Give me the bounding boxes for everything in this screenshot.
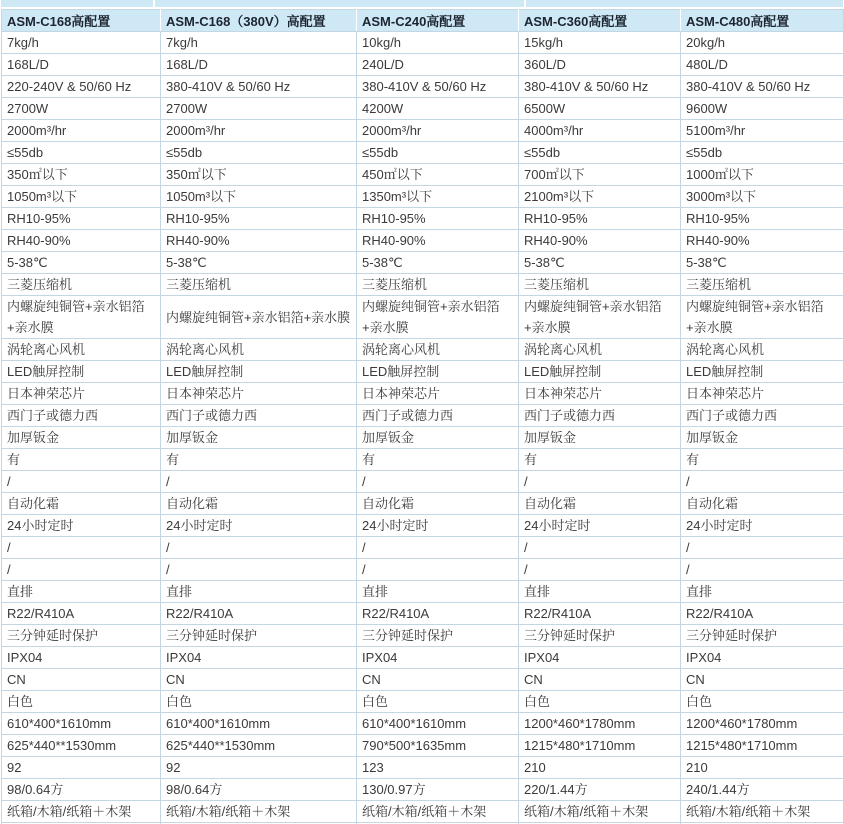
cell[interactable]: 有 xyxy=(2,449,161,471)
cell[interactable]: 自动化霜 xyxy=(2,493,161,515)
cell[interactable]: 610*400*1610mm xyxy=(357,713,519,735)
cell[interactable]: RH40-90% xyxy=(519,230,681,252)
table-row xyxy=(2,383,844,405)
table-row xyxy=(2,361,844,383)
table-row xyxy=(2,76,844,98)
cell[interactable]: 三菱压缩机 xyxy=(519,274,681,296)
cell[interactable]: 纸箱/木箱/纸箱＋木架 xyxy=(357,801,519,823)
cell[interactable]: / xyxy=(161,559,357,581)
cell[interactable]: 350㎡以下 xyxy=(2,164,161,186)
cell[interactable]: IPX04 xyxy=(357,647,519,669)
cell[interactable]: 加厚钣金 xyxy=(519,427,681,449)
cell[interactable]: R22/R410A xyxy=(161,603,357,625)
table-row xyxy=(2,208,844,230)
cell[interactable]: LED触屏控制 xyxy=(357,361,519,383)
cell[interactable]: IPX04 xyxy=(519,647,681,669)
cell[interactable]: LED触屏控制 xyxy=(519,361,681,383)
cell[interactable]: 450㎡以下 xyxy=(357,164,519,186)
cell[interactable]: RH10-95% xyxy=(357,208,519,230)
cell[interactable]: 西门子或德力西 xyxy=(161,405,357,427)
cell[interactable]: R22/R410A xyxy=(519,603,681,625)
cell[interactable]: 自动化霜 xyxy=(357,493,519,515)
cell[interactable]: 610*400*1610mm xyxy=(2,713,161,735)
cell[interactable]: 3000m³以下 xyxy=(681,186,844,208)
table-row xyxy=(2,54,844,76)
cell[interactable]: 内螺旋纯铜管+亲水铝箔+亲水膜 xyxy=(519,296,681,339)
table-row xyxy=(2,537,844,559)
cell[interactable]: / xyxy=(161,471,357,493)
cell[interactable]: 加厚钣金 xyxy=(357,427,519,449)
cell[interactable]: 380-410V & 50/60 Hz xyxy=(161,76,357,98)
cell[interactable]: 92 xyxy=(2,757,161,779)
cutoff-row-strip xyxy=(1,0,843,7)
cell[interactable]: / xyxy=(519,559,681,581)
cell[interactable]: 1215*480*1710mm xyxy=(681,735,844,757)
cell[interactable]: 5-38℃ xyxy=(357,252,519,274)
cell[interactable]: ≤55db xyxy=(519,142,681,164)
strip-column-gap xyxy=(153,0,155,7)
table-row xyxy=(2,493,844,515)
cell[interactable]: 三分钟延时保护 xyxy=(519,625,681,647)
cell[interactable]: 有 xyxy=(357,449,519,471)
cell[interactable]: / xyxy=(357,471,519,493)
cell[interactable]: 625*440**1530mm xyxy=(161,735,357,757)
table-row xyxy=(2,186,844,208)
cell[interactable]: 三分钟延时保护 xyxy=(161,625,357,647)
cell[interactable]: 1215*480*1710mm xyxy=(519,735,681,757)
cell[interactable]: 20kg/h xyxy=(681,32,844,54)
cell[interactable]: 三分钟延时保护 xyxy=(2,625,161,647)
cell[interactable]: 5-38℃ xyxy=(681,252,844,274)
cell[interactable]: 日本神荣芯片 xyxy=(681,383,844,405)
cell[interactable]: RH10-95% xyxy=(2,208,161,230)
cell[interactable]: 1000㎡以下 xyxy=(681,164,844,186)
cell[interactable]: 380-410V & 50/60 Hz xyxy=(357,76,519,98)
table-row xyxy=(2,339,844,361)
cell[interactable]: 有 xyxy=(519,449,681,471)
cell[interactable]: 220-240V & 50/60 Hz xyxy=(2,76,161,98)
table-row xyxy=(2,405,844,427)
cell[interactable]: 西门子或德力西 xyxy=(2,405,161,427)
cell[interactable]: 380-410V & 50/60 Hz xyxy=(519,76,681,98)
table-row xyxy=(2,581,844,603)
table-row xyxy=(2,230,844,252)
cell[interactable]: 西门子或德力西 xyxy=(519,405,681,427)
cell[interactable]: 5-38℃ xyxy=(2,252,161,274)
cell[interactable]: 三菱压缩机 xyxy=(681,274,844,296)
table-row xyxy=(2,603,844,625)
cell[interactable]: 10kg/h xyxy=(357,32,519,54)
cell[interactable]: RH10-95% xyxy=(519,208,681,230)
cell[interactable]: 5100m³/hr xyxy=(681,120,844,142)
table-row xyxy=(2,252,844,274)
cell[interactable]: 700㎡以下 xyxy=(519,164,681,186)
cell[interactable]: 1050m³以下 xyxy=(161,186,357,208)
cell[interactable]: 5-38℃ xyxy=(519,252,681,274)
cell[interactable]: 纸箱/木箱/纸箱＋木架 xyxy=(519,801,681,823)
column-header-asm-c240[interactable]: ASM-C240高配置 xyxy=(357,10,519,32)
cell[interactable]: 24小时定时 xyxy=(2,515,161,537)
cell[interactable]: R22/R410A xyxy=(681,603,844,625)
column-header-asm-c168-380v[interactable]: ASM-C168（380V）高配置 xyxy=(161,10,357,32)
cell[interactable]: 有 xyxy=(161,449,357,471)
cell[interactable]: / xyxy=(519,471,681,493)
cell[interactable]: 2000m³/hr xyxy=(161,120,357,142)
cell[interactable]: 92 xyxy=(161,757,357,779)
cell[interactable]: 自动化霜 xyxy=(161,493,357,515)
cell[interactable]: 内螺旋纯铜管+亲水铝箔+亲水膜 xyxy=(2,296,161,339)
cell[interactable]: / xyxy=(681,537,844,559)
cell[interactable]: 直排 xyxy=(681,581,844,603)
cell[interactable]: / xyxy=(2,537,161,559)
cell[interactable]: ≤55db xyxy=(161,142,357,164)
table-row xyxy=(2,296,844,339)
cell[interactable]: 有 xyxy=(681,449,844,471)
cell[interactable]: CN xyxy=(681,669,844,691)
cell[interactable]: 4200W xyxy=(357,98,519,120)
table-row xyxy=(2,735,844,757)
table-row xyxy=(2,120,844,142)
table-body xyxy=(2,32,844,824)
cell[interactable]: 三菱压缩机 xyxy=(161,274,357,296)
cell[interactable]: / xyxy=(357,559,519,581)
cell[interactable]: RH40-90% xyxy=(161,230,357,252)
cell[interactable]: 123 xyxy=(357,757,519,779)
cell[interactable]: RH10-95% xyxy=(161,208,357,230)
table-row xyxy=(2,515,844,537)
table-row xyxy=(2,779,844,801)
cell[interactable]: / xyxy=(519,537,681,559)
cell[interactable]: RH40-90% xyxy=(681,230,844,252)
cell[interactable]: RH10-95% xyxy=(681,208,844,230)
cell[interactable]: 7kg/h xyxy=(161,32,357,54)
cell[interactable]: 625*440**1530mm xyxy=(2,735,161,757)
cell[interactable]: 380-410V & 50/60 Hz xyxy=(681,76,844,98)
cell[interactable]: IPX04 xyxy=(681,647,844,669)
cell[interactable]: 240L/D xyxy=(357,54,519,76)
cell[interactable]: 涡轮离心风机 xyxy=(161,339,357,361)
table-row xyxy=(2,713,844,735)
table-row xyxy=(2,142,844,164)
table-row xyxy=(2,471,844,493)
cell[interactable]: 24小时定时 xyxy=(681,515,844,537)
cell[interactable]: LED触屏控制 xyxy=(2,361,161,383)
cell[interactable]: R22/R410A xyxy=(357,603,519,625)
cell[interactable]: / xyxy=(2,559,161,581)
cell[interactable]: 9600W xyxy=(681,98,844,120)
cell[interactable]: 480L/D xyxy=(681,54,844,76)
cell[interactable]: 98/0.64方 xyxy=(2,779,161,801)
cell[interactable]: 168L/D xyxy=(161,54,357,76)
cell[interactable]: 790*500*1635mm xyxy=(357,735,519,757)
cell[interactable]: 210 xyxy=(519,757,681,779)
cell[interactable]: 610*400*1610mm xyxy=(161,713,357,735)
cell[interactable]: 三菱压缩机 xyxy=(357,274,519,296)
cell[interactable]: R22/R410A xyxy=(2,603,161,625)
cell[interactable]: 纸箱/木箱/纸箱＋木架 xyxy=(681,801,844,823)
cell[interactable]: 纸箱/木箱/纸箱＋木架 xyxy=(2,801,161,823)
cell[interactable]: 130/0.97方 xyxy=(357,779,519,801)
cell[interactable]: 三分钟延时保护 xyxy=(681,625,844,647)
cell[interactable]: / xyxy=(681,471,844,493)
table-row xyxy=(2,98,844,120)
table-row xyxy=(2,559,844,581)
table-row xyxy=(2,757,844,779)
cell[interactable]: CN xyxy=(519,669,681,691)
column-header-asm-c168[interactable]: ASM-C168高配置 xyxy=(2,10,161,32)
cell[interactable]: 加厚钣金 xyxy=(681,427,844,449)
cell[interactable]: 涡轮离心风机 xyxy=(2,339,161,361)
cell[interactable]: 日本神荣芯片 xyxy=(357,383,519,405)
cell[interactable]: 直排 xyxy=(519,581,681,603)
column-header-asm-c360[interactable]: ASM-C360高配置 xyxy=(519,10,681,32)
table-row xyxy=(2,274,844,296)
cell[interactable]: 纸箱/木箱/纸箱＋木架 xyxy=(161,801,357,823)
cell[interactable]: CN xyxy=(2,669,161,691)
cell[interactable]: 内螺旋纯铜管+亲水铝箔+亲水膜 xyxy=(357,296,519,339)
cell[interactable]: 自动化霜 xyxy=(681,493,844,515)
table-row xyxy=(2,647,844,669)
cell[interactable]: 自动化霜 xyxy=(519,493,681,515)
cell[interactable]: / xyxy=(357,537,519,559)
table-row xyxy=(2,449,844,471)
table-row xyxy=(2,427,844,449)
cell[interactable]: 2000m³/hr xyxy=(357,120,519,142)
cell[interactable]: RH40-90% xyxy=(357,230,519,252)
cell[interactable]: 2100m³以下 xyxy=(519,186,681,208)
table-row xyxy=(2,164,844,186)
cell[interactable]: 4000m³/hr xyxy=(519,120,681,142)
header-row xyxy=(2,10,844,32)
cell[interactable]: 2000m³/hr xyxy=(2,120,161,142)
cell[interactable]: 涡轮离心风机 xyxy=(519,339,681,361)
cell[interactable]: 240/1.44方 xyxy=(681,779,844,801)
cell[interactable]: 1200*460*1780mm xyxy=(519,713,681,735)
cell[interactable]: 加厚钣金 xyxy=(2,427,161,449)
cell[interactable]: 直排 xyxy=(357,581,519,603)
cell[interactable]: / xyxy=(2,471,161,493)
table-row xyxy=(2,625,844,647)
strip-column-gap xyxy=(524,0,526,7)
cell[interactable]: 内螺旋纯铜管+亲水铝箔+亲水膜 xyxy=(681,296,844,339)
cell[interactable]: ≤55db xyxy=(357,142,519,164)
cell[interactable]: 5-38℃ xyxy=(161,252,357,274)
cell[interactable]: 涡轮离心风机 xyxy=(681,339,844,361)
cell[interactable]: 日本神荣芯片 xyxy=(2,383,161,405)
cell[interactable]: 涡轮离心风机 xyxy=(357,339,519,361)
table-row xyxy=(2,669,844,691)
cell[interactable]: 24小时定时 xyxy=(357,515,519,537)
cell[interactable]: CN xyxy=(161,669,357,691)
cell[interactable]: 西门子或德力西 xyxy=(357,405,519,427)
cell[interactable]: 24小时定时 xyxy=(519,515,681,537)
cell[interactable]: 白色 xyxy=(161,691,357,713)
cell[interactable]: / xyxy=(681,559,844,581)
cell[interactable]: 98/0.64方 xyxy=(161,779,357,801)
cell[interactable]: LED触屏控制 xyxy=(681,361,844,383)
column-header-asm-c480[interactable]: ASM-C480高配置 xyxy=(681,10,844,32)
cell[interactable]: LED触屏控制 xyxy=(161,361,357,383)
cell[interactable]: 220/1.44方 xyxy=(519,779,681,801)
table-row xyxy=(2,691,844,713)
cell[interactable]: 三菱压缩机 xyxy=(2,274,161,296)
cell[interactable]: CN xyxy=(357,669,519,691)
cell[interactable]: ≤55db xyxy=(2,142,161,164)
cell[interactable]: 直排 xyxy=(161,581,357,603)
cell[interactable]: 1050m³以下 xyxy=(2,186,161,208)
cell[interactable]: 白色 xyxy=(681,691,844,713)
spec-table xyxy=(1,9,844,824)
cell[interactable]: 1200*460*1780mm xyxy=(681,713,844,735)
cell[interactable]: 350㎡以下 xyxy=(161,164,357,186)
table-row xyxy=(2,32,844,54)
cell[interactable]: ≤55db xyxy=(681,142,844,164)
cell[interactable]: / xyxy=(161,537,357,559)
cell[interactable]: 白色 xyxy=(357,691,519,713)
cell[interactable]: 6500W xyxy=(519,98,681,120)
cell[interactable]: 白色 xyxy=(519,691,681,713)
cell[interactable]: 2700W xyxy=(161,98,357,120)
cell[interactable]: 白色 xyxy=(2,691,161,713)
cell[interactable]: 24小时定时 xyxy=(161,515,357,537)
cell[interactable]: 西门子或德力西 xyxy=(681,405,844,427)
cell[interactable]: 直排 xyxy=(2,581,161,603)
cell[interactable]: 210 xyxy=(681,757,844,779)
cell[interactable]: 15kg/h xyxy=(519,32,681,54)
cell[interactable]: 内螺旋纯铜管+亲水铝箔+亲水膜 xyxy=(161,296,357,339)
cell[interactable]: 2700W xyxy=(2,98,161,120)
cell[interactable]: RH40-90% xyxy=(2,230,161,252)
table-row xyxy=(2,801,844,823)
cell[interactable]: 168L/D xyxy=(2,54,161,76)
cell[interactable]: 360L/D xyxy=(519,54,681,76)
cell[interactable]: 加厚钣金 xyxy=(161,427,357,449)
cell[interactable]: IPX04 xyxy=(2,647,161,669)
cell[interactable]: 日本神荣芯片 xyxy=(161,383,357,405)
cell[interactable]: 7kg/h xyxy=(2,32,161,54)
cell[interactable]: 1350m³以下 xyxy=(357,186,519,208)
cell[interactable]: 三分钟延时保护 xyxy=(357,625,519,647)
cell[interactable]: 日本神荣芯片 xyxy=(519,383,681,405)
cell[interactable]: IPX04 xyxy=(161,647,357,669)
